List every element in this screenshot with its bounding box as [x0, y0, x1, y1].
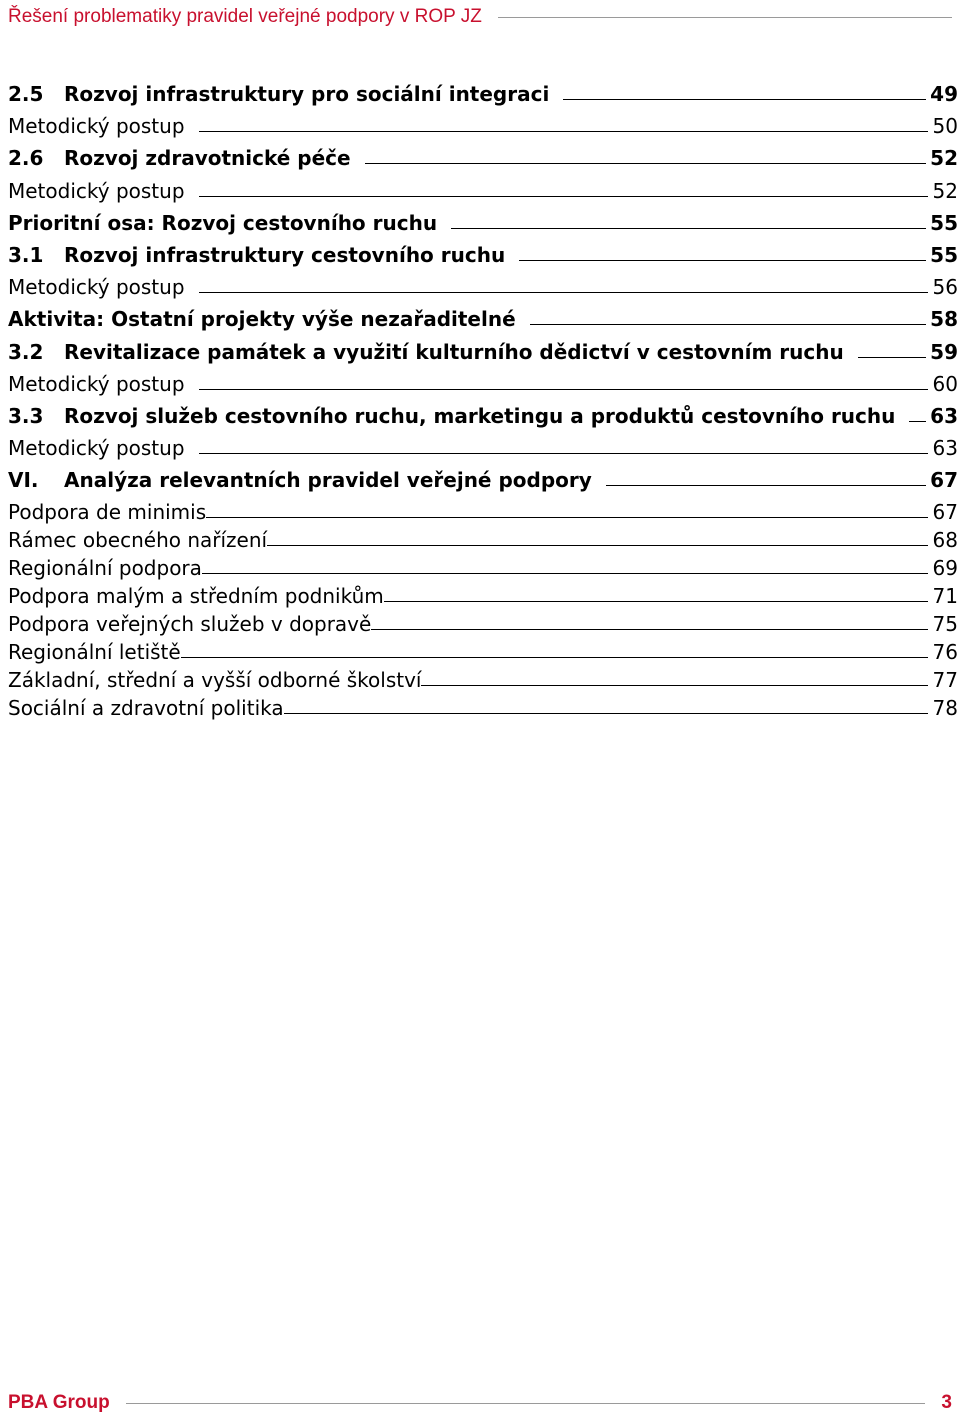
toc-entry-page: 55 [930, 210, 958, 235]
toc-entry-number: VI. [8, 468, 39, 493]
toc-entry-title: Rozvoj zdravotnické péče [64, 146, 351, 171]
header-title: Řešení problematiky pravidel veřejné podpory v ROP JZ [8, 6, 482, 27]
toc-entry-page: 67 [932, 500, 958, 525]
toc-leader-line [451, 228, 926, 229]
toc-entry[interactable] [8, 584, 958, 612]
toc-entry-page: 52 [930, 146, 958, 171]
toc-entry[interactable] [8, 404, 958, 436]
toc-entry-page: 68 [932, 528, 958, 553]
toc-leader-line [202, 573, 928, 574]
toc-leader-line [858, 357, 926, 358]
toc-leader-line [199, 389, 928, 390]
toc-entry-title: Základní, střední a vyšší odborné školství [8, 668, 422, 693]
toc-entry-number: 2.5 [8, 82, 44, 106]
toc-leader-line [199, 292, 928, 293]
toc-entry-page: 58 [930, 307, 958, 332]
footer-page-number: 3 [941, 1392, 952, 1413]
toc-entry[interactable] [8, 146, 958, 178]
toc-leader-line [606, 485, 926, 486]
toc-entry[interactable] [8, 556, 958, 584]
toc-entry-title: Metodický postup [8, 114, 185, 139]
toc-leader-line [199, 131, 928, 132]
toc-entry[interactable] [8, 179, 958, 211]
toc-leader-line [384, 601, 928, 602]
toc-entry-page: 78 [932, 696, 958, 721]
toc-entry-page: 63 [932, 436, 958, 461]
page-header [8, 2, 952, 32]
toc-entry[interactable] [8, 612, 958, 640]
toc-entry[interactable] [8, 114, 958, 146]
toc-entry-page: 52 [932, 178, 958, 203]
toc-entry[interactable] [8, 372, 958, 404]
toc-entry-title: Regionální letiště [8, 640, 181, 665]
toc-entry-title: Regionální podpora [8, 556, 202, 581]
toc-entry-page: 77 [932, 668, 958, 693]
toc-entry-title: Rámec obecného nařízení [8, 528, 268, 553]
toc-leader-line [530, 324, 927, 325]
toc-entry-page: 71 [932, 584, 958, 609]
toc-entry[interactable] [8, 468, 958, 500]
toc-entry-title: Metodický postup [8, 436, 185, 461]
toc-entry-title: Aktivita: Ostatní projekty výše nezařaditelné [8, 307, 516, 332]
toc-entry-title: Prioritní osa: Rozvoj cestovního ruchu [8, 210, 438, 235]
toc-entry[interactable] [8, 275, 958, 307]
toc-entry-page: 56 [932, 275, 958, 300]
table-of-contents [8, 82, 958, 724]
toc-entry-title: Metodický postup [8, 275, 185, 300]
toc-entry[interactable] [8, 307, 958, 339]
toc-leader-line [371, 629, 928, 630]
toc-entry-number: 3.3 [8, 403, 44, 428]
header-rule [498, 17, 952, 18]
toc-entry-number: 2.6 [8, 146, 44, 171]
toc-leader-line [199, 196, 928, 197]
toc-entry-page: 49 [930, 82, 958, 106]
toc-entry-title: Rozvoj služeb cestovního ruchu, marketingu a produktů cestovního ruchu [64, 403, 896, 428]
toc-entry-page: 59 [930, 339, 958, 364]
toc-entry[interactable] [8, 243, 958, 275]
toc-leader-line [199, 453, 928, 454]
toc-entry-number: 3.2 [8, 339, 44, 364]
toc-entry[interactable] [8, 436, 958, 468]
toc-leader-line [421, 685, 928, 686]
toc-entry[interactable] [8, 340, 958, 372]
toc-leader-line [206, 517, 928, 518]
toc-entry-number: 3.1 [8, 242, 44, 267]
toc-entry-page: 67 [930, 468, 958, 493]
toc-entry[interactable] [8, 82, 958, 114]
toc-entry[interactable] [8, 211, 958, 243]
toc-entry-title: Sociální a zdravotní politika [8, 696, 284, 721]
footer-brand: PBA Group [8, 1392, 110, 1413]
toc-entry-title: Metodický postup [8, 371, 185, 396]
toc-entry-page: 63 [930, 403, 958, 428]
toc-entry-page: 76 [932, 640, 958, 665]
toc-entry-title: Podpora de minimis [8, 500, 207, 525]
toc-entry[interactable] [8, 668, 958, 696]
toc-leader-line [563, 99, 926, 100]
toc-entry-page: 55 [930, 242, 958, 267]
toc-leader-line [267, 545, 928, 546]
toc-leader-line [909, 421, 926, 422]
toc-entry-title: Metodický postup [8, 178, 185, 203]
toc-leader-line [365, 163, 927, 164]
toc-entry-title: Analýza relevantních pravidel veřejné podpory [64, 468, 592, 493]
toc-entry-title: Rozvoj infrastruktury pro sociální integraci [64, 82, 550, 106]
toc-entry-page: 69 [932, 556, 958, 581]
toc-entry-title: Podpora veřejných služeb v dopravě [8, 612, 372, 637]
toc-entry-page: 75 [932, 612, 958, 637]
page-footer [8, 1390, 952, 1416]
toc-entry[interactable] [8, 640, 958, 668]
toc-entry[interactable] [8, 696, 958, 724]
toc-entry-page: 60 [932, 371, 958, 396]
toc-entry-title: Podpora malým a středním podnikům [8, 584, 384, 609]
footer-rule [126, 1403, 926, 1404]
toc-leader-line [519, 260, 926, 261]
toc-entry[interactable] [8, 528, 958, 556]
toc-entry-title: Rozvoj infrastruktury cestovního ruchu [64, 242, 506, 267]
toc-entry-page: 50 [932, 114, 958, 139]
toc-leader-line [181, 657, 928, 658]
toc-leader-line [284, 713, 928, 714]
toc-entry-title: Revitalizace památek a využití kulturního dědictví v cestovním ruchu [64, 339, 844, 364]
toc-entry[interactable] [8, 500, 958, 528]
